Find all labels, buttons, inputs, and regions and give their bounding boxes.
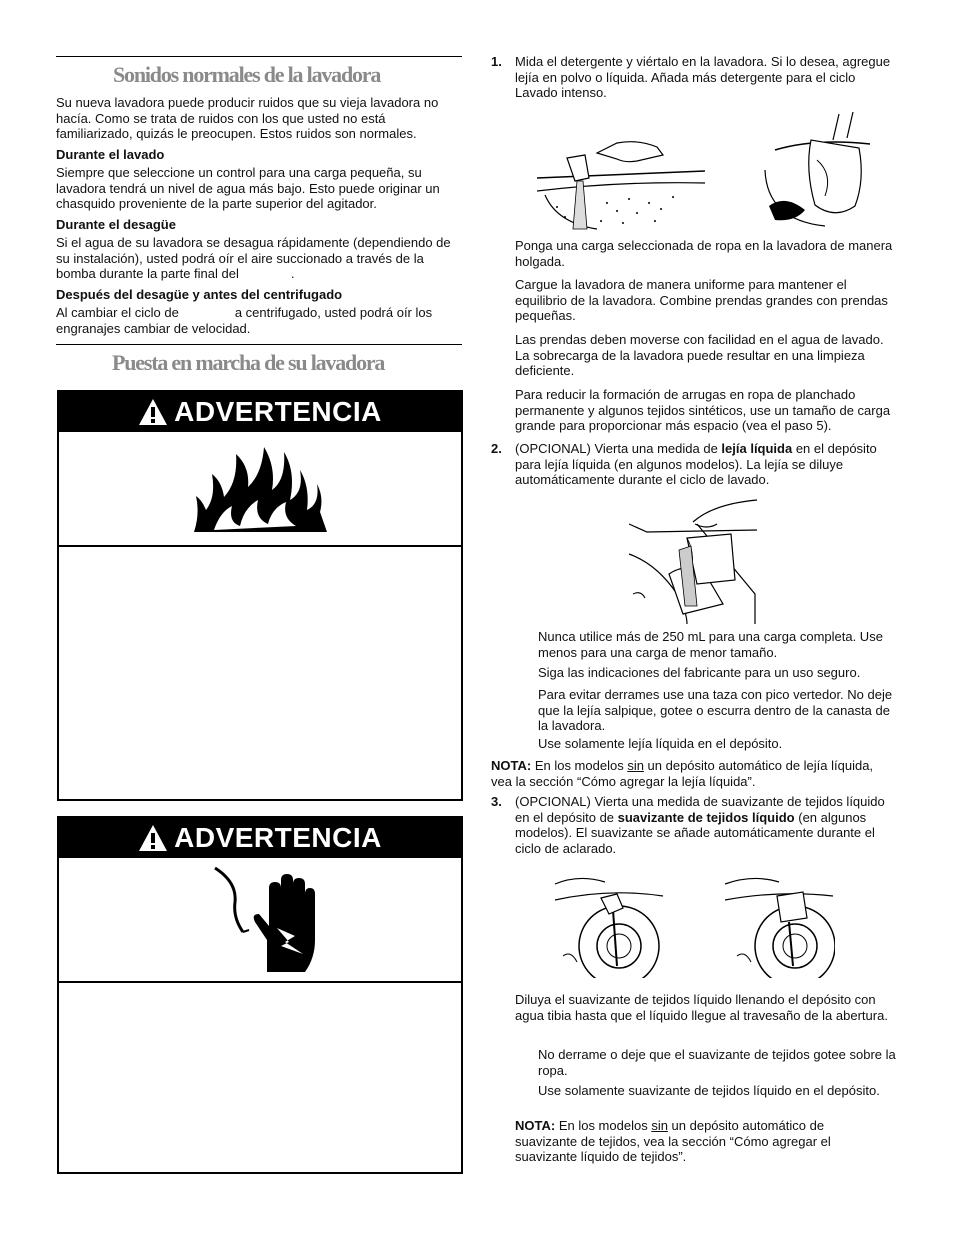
warning-header: ADVERTENCIA [59, 392, 461, 432]
softener-text-2: No derrame o deje que el suavizante de tejidos gotee sobre la ropa. [538, 1047, 896, 1078]
load-text-2: Cargue la lavadora de manera uniforme para mantener el equilibrio de la lavadora. Combine prendas grandes con prendas pequeñas. [515, 277, 888, 323]
wash-heading: Durante el lavado [56, 147, 165, 162]
step-2-number: 2. [491, 441, 502, 456]
bleach-text-4: Use solamente lejía líquida en el depósito. [538, 736, 783, 751]
load-text-1: Ponga una carga seleccionada de ropa en la lavadora de manera holgada. [515, 238, 893, 269]
drain-heading: Durante el desagüe [56, 217, 176, 232]
warning-separator [59, 545, 461, 547]
warning-separator [59, 981, 461, 983]
bleach-text-2: Siga las indicaciones del fabricante para un uso seguro. [538, 665, 861, 680]
spin-paragraph: Al cambiar el ciclo de a centrifugado, usted podrá oír los engranajes cambiar de velocidad. [56, 305, 433, 336]
warning-header: ADVERTENCIA [59, 818, 461, 858]
section-title-normal-sounds: Sonidos normales de la lavadora [113, 62, 381, 87]
note-bleach: NOTA: En los modelos sin un depósito automático de lejía líquida, vea la sección “Cómo agregar la lejía líquida”. [491, 758, 874, 789]
top-rule [56, 56, 462, 57]
step-3-number: 3. [491, 794, 502, 809]
mid-rule [56, 344, 462, 345]
wash-paragraph: Siempre que seleccione un control para una carga pequeña, su lavadora tendrá un nivel de agua más bajo. Esto puede originar un chasquido proveniente de la parte superior del agitador. [56, 165, 440, 211]
load-text-3: Las prendas deben moverse con facilidad en el agua de lavado. La sobrecarga de la lavadora puede resultar en una limpieza deficiente. [515, 332, 884, 378]
step-1-number: 1. [491, 54, 502, 69]
warning-box-fire [57, 390, 463, 801]
warning-box-electric [57, 816, 463, 1174]
electric-shock-hand-icon [207, 862, 317, 977]
bleach-pour-illustration [627, 494, 767, 626]
drain-paragraph: Si el agua de su lavadora se desagua rápidamente (dependiendo de su instalación), usted podrá oír el aire succionado a través de la bomba durante la parte final del . [56, 235, 451, 281]
section-title-start-up: Puesta en marcha de su lavadora [112, 350, 385, 375]
step-3-text: (OPCIONAL) Vierta una medida de suavizante de tejidos líquido en el depósito de suavizante de tejidos líquido (en algunos modelos). El suavizante se añade automáticamente durante el ciclo de aclarado. [515, 794, 885, 856]
softener-pour-illustration-2 [723, 866, 835, 978]
bleach-text-1: Nunca utilice más de 250 mL para una carga completa. Use menos para una carga de menor tamaño. [538, 629, 883, 660]
detergent-pour-illustration [537, 133, 707, 231]
softener-text-1: Diluya el suavizante de tejidos líquido llenando el depósito con agua tibia hasta que el líquido llegue al travesaño de la abertura. [515, 992, 888, 1023]
warning-triangle-icon [138, 398, 168, 426]
bleach-text-3: Para evitar derrames use una taza con pico vertedor. No deje que la lejía salpique, gotee o escurra dentro de la canasta de la lavadora. [538, 687, 893, 733]
softener-pour-illustration-1 [553, 870, 665, 978]
load-clothes-illustration [755, 110, 873, 228]
intro-paragraph: Su nueva lavadora puede producir ruidos que su vieja lavadora no hacía. Como se trata de ruidos con los que usted no está familiarizado, quizás le preocupen. Estos ruidos son normales. [56, 95, 439, 141]
softener-text-3: Use solamente suavizante de tejidos líquido en el depósito. [538, 1083, 880, 1098]
load-text-4: Para reducir la formación de arrugas en ropa de planchado permanente y algunos tejidos sintéticos, use un tamaño de carga grande para proporcionar más espacio (vea el paso 5). [515, 387, 891, 433]
fire-icon [192, 442, 332, 537]
step-2-text: (OPCIONAL) Vierta una medida de lejía líquida en el depósito para lejía líquida (en algunos modelos). La lejía se diluye automáticamente durante el ciclo de lavado. [515, 441, 877, 487]
warning-triangle-icon [138, 824, 168, 852]
step-1-text: Mida el detergente y viértalo en la lavadora. Si lo desea, agregue lejía en polvo o líquida. Añada más detergente para el ciclo Lavado intenso. [515, 54, 891, 100]
spin-heading: Después del desagüe y antes del centrifugado [56, 287, 343, 302]
note-softener: NOTA: En los modelos sin un depósito automático de suavizante de tejidos, vea la sección “Cómo agregar el suavizante líquido de tejidos”. [515, 1118, 831, 1164]
